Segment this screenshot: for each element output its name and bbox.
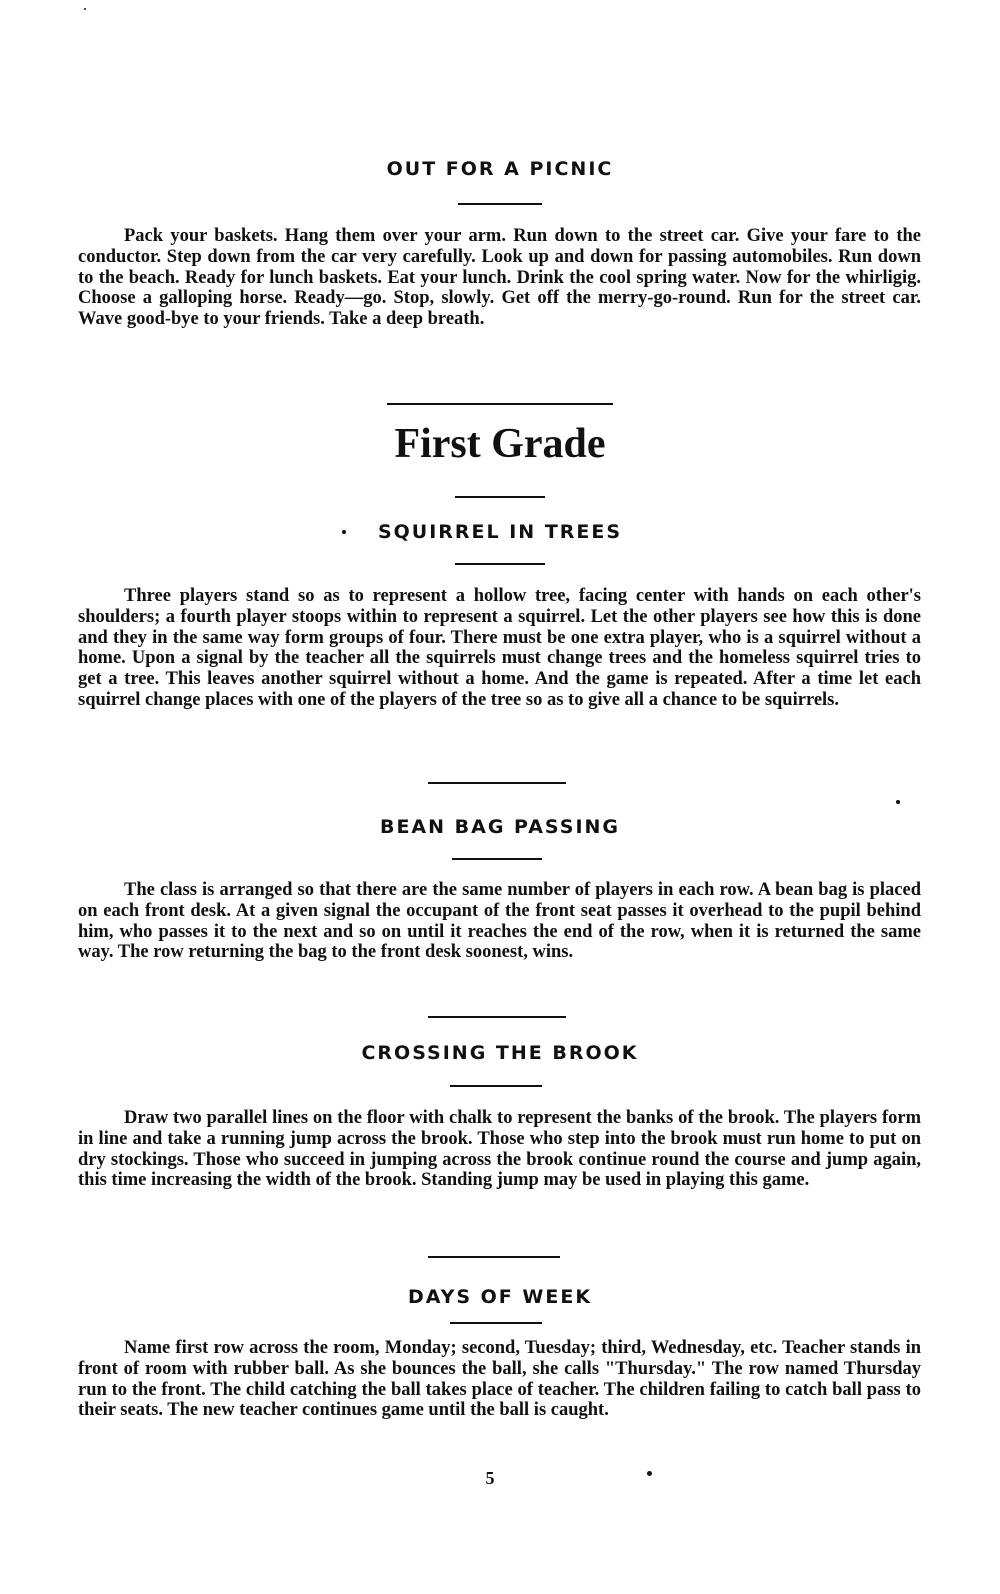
print-speck (342, 530, 346, 534)
section-text-squirrel-in-trees: Three players stand so as to represent a hollow tree, facing center with hands on each other's shoulders; a fourth player stoops within to represent a squirrel. Let the other players see how this is done and they in the same way form groups of four. There must be one extra player, who is a squirrel without a home. Upon a signal by the teacher all the squirrels must change trees and the homeless squirrel tries to get a tree. This leaves another squirrel without a home. And the game is repeated. After a time let each squirrel change places with one of the players of the tree so as to give all a chance to be squirrels. (78, 586, 921, 710)
divider-rule (458, 203, 542, 205)
grade-title: First Grade (394, 421, 606, 467)
section-heading-out-for-a-picnic: OUT FOR A PICNIC (386, 158, 614, 180)
divider-rule (428, 1016, 566, 1018)
print-speck (896, 800, 900, 804)
print-speck (84, 8, 86, 10)
divider-rule (450, 1322, 542, 1324)
divider-rule (452, 858, 542, 860)
divider-rule (428, 782, 566, 784)
section-heading-crossing-the-brook: CROSSING THE BROOK (361, 1042, 639, 1064)
section-heading-days-of-week: DAYS OF WEEK (407, 1286, 593, 1308)
section-heading-squirrel-in-trees: SQUIRREL IN TREES (377, 521, 623, 543)
print-speck (647, 1471, 652, 1476)
divider-rule (455, 563, 545, 565)
divider-rule (428, 1256, 560, 1258)
section-text-days-of-week: Name first row across the room, Monday; second, Tuesday; third, Wednesday, etc. Teacher stands in front of room with rubber ball. As she bounces the ball, she calls "Thursday." The row named Thursday run to the front. The child catching the ball takes place of teacher. The children failing to catch ball pass to their seats. The new teacher continues game until the ball is caught. (78, 1338, 921, 1421)
section-text-bean-bag-passing: The class is arranged so that there are the same number of players in each row. A bean bag is placed on each front desk. At a given signal the occupant of the front seat passes it overhead to the pupil behind him, who passes it to the next and so on until it reaches the end of the row, when it is returned the same way. The row returning the bag to the front desk soonest, wins. (78, 880, 921, 963)
section-text-out-for-a-picnic: Pack your baskets. Hang them over your arm. Run down to the street car. Give your fare to the conductor. Step down from the car very carefully. Look up and down for passing automobiles. Run down to the beach. Ready for lunch baskets. Eat your lunch. Drink the cool spring water. Now for the whirligig. Choose a galloping horse. Ready—go. Stop, slowly. Get off the merry-go-round. Run for the street car. Wave good-bye to your friends. Take a deep breath. (78, 226, 921, 330)
section-heading-bean-bag-passing: BEAN BAG PASSING (379, 816, 621, 838)
page-number: 5 (485, 1468, 495, 1488)
grade-divider-rule (387, 403, 613, 405)
section-text-crossing-the-brook: Draw two parallel lines on the floor with chalk to represent the banks of the brook. The players form in line and take a running jump across the brook. Those who step into the brook must run home to put on dry stockings. Those who succeed in jumping across the brook continue round the course and jump again, this time increasing the width of the brook. Standing jump may be used in playing this game. (78, 1108, 921, 1191)
divider-rule (455, 496, 545, 498)
divider-rule (450, 1085, 542, 1087)
